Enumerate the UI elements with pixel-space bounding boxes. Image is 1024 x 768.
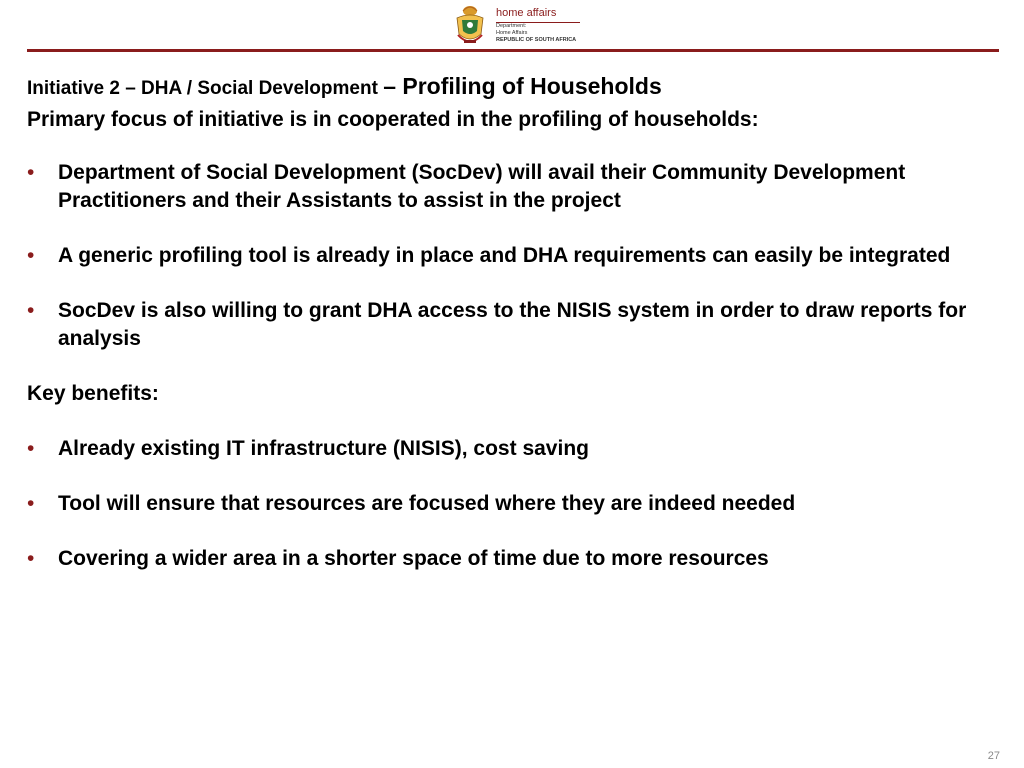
slide-content [27,70,997,573]
slide-title [27,70,997,105]
list-item [27,242,997,270]
benefits-heading: Key benefits: [27,382,159,405]
slide-subtitle: Primary focus of initiative is in cooperated in the profiling of households: [27,108,759,131]
title-prefix: Initiative 2 – DHA / Social Development [27,78,384,99]
bullet-icon: • [27,161,35,184]
bullet-icon: • [27,244,35,267]
bullet-text: SocDev is also willing to grant DHA access to the NISIS system in order to draw reports for analysis [58,299,967,350]
page-number: 27 [987,750,1000,762]
list-item [27,545,997,573]
list-item [27,297,997,353]
bullet-icon: • [27,299,35,322]
south-africa-coat-of-arms-icon [454,4,486,48]
bullet-text: Already existing IT infrastructure (NISIS), cost saving [58,437,589,460]
header-divider [27,49,999,52]
logo-brand: home affairs [496,7,580,23]
bullet-text: Tool will ensure that resources are focused where they are indeed needed [58,492,796,515]
logo-line-3: REPUBLIC OF SOUTH AFRICA [496,37,577,43]
list-item [27,159,997,215]
bullet-icon: • [27,547,35,570]
benefit-bullet-list [27,435,997,573]
logo-line-1: Department: [496,23,527,29]
bullet-text: A generic profiling tool is already in place and DHA requirements can easily be integrated [58,244,951,267]
bullet-text: Covering a wider area in a shorter space of time due to more resources [58,547,769,570]
list-item [27,490,997,518]
bullet-text: Department of Social Development (SocDev) will avail their Community Development Practitioners and their Assistants to assist in the project [58,161,906,212]
logo-text [496,7,580,44]
bullet-icon: • [27,437,35,460]
title-suffix: – Profiling of Households [383,73,662,99]
list-item [27,435,997,463]
logo-line-2: Home Affairs [496,30,528,36]
home-affairs-logo [454,4,584,50]
bullet-icon: • [27,492,35,515]
focus-bullet-list [27,159,997,353]
